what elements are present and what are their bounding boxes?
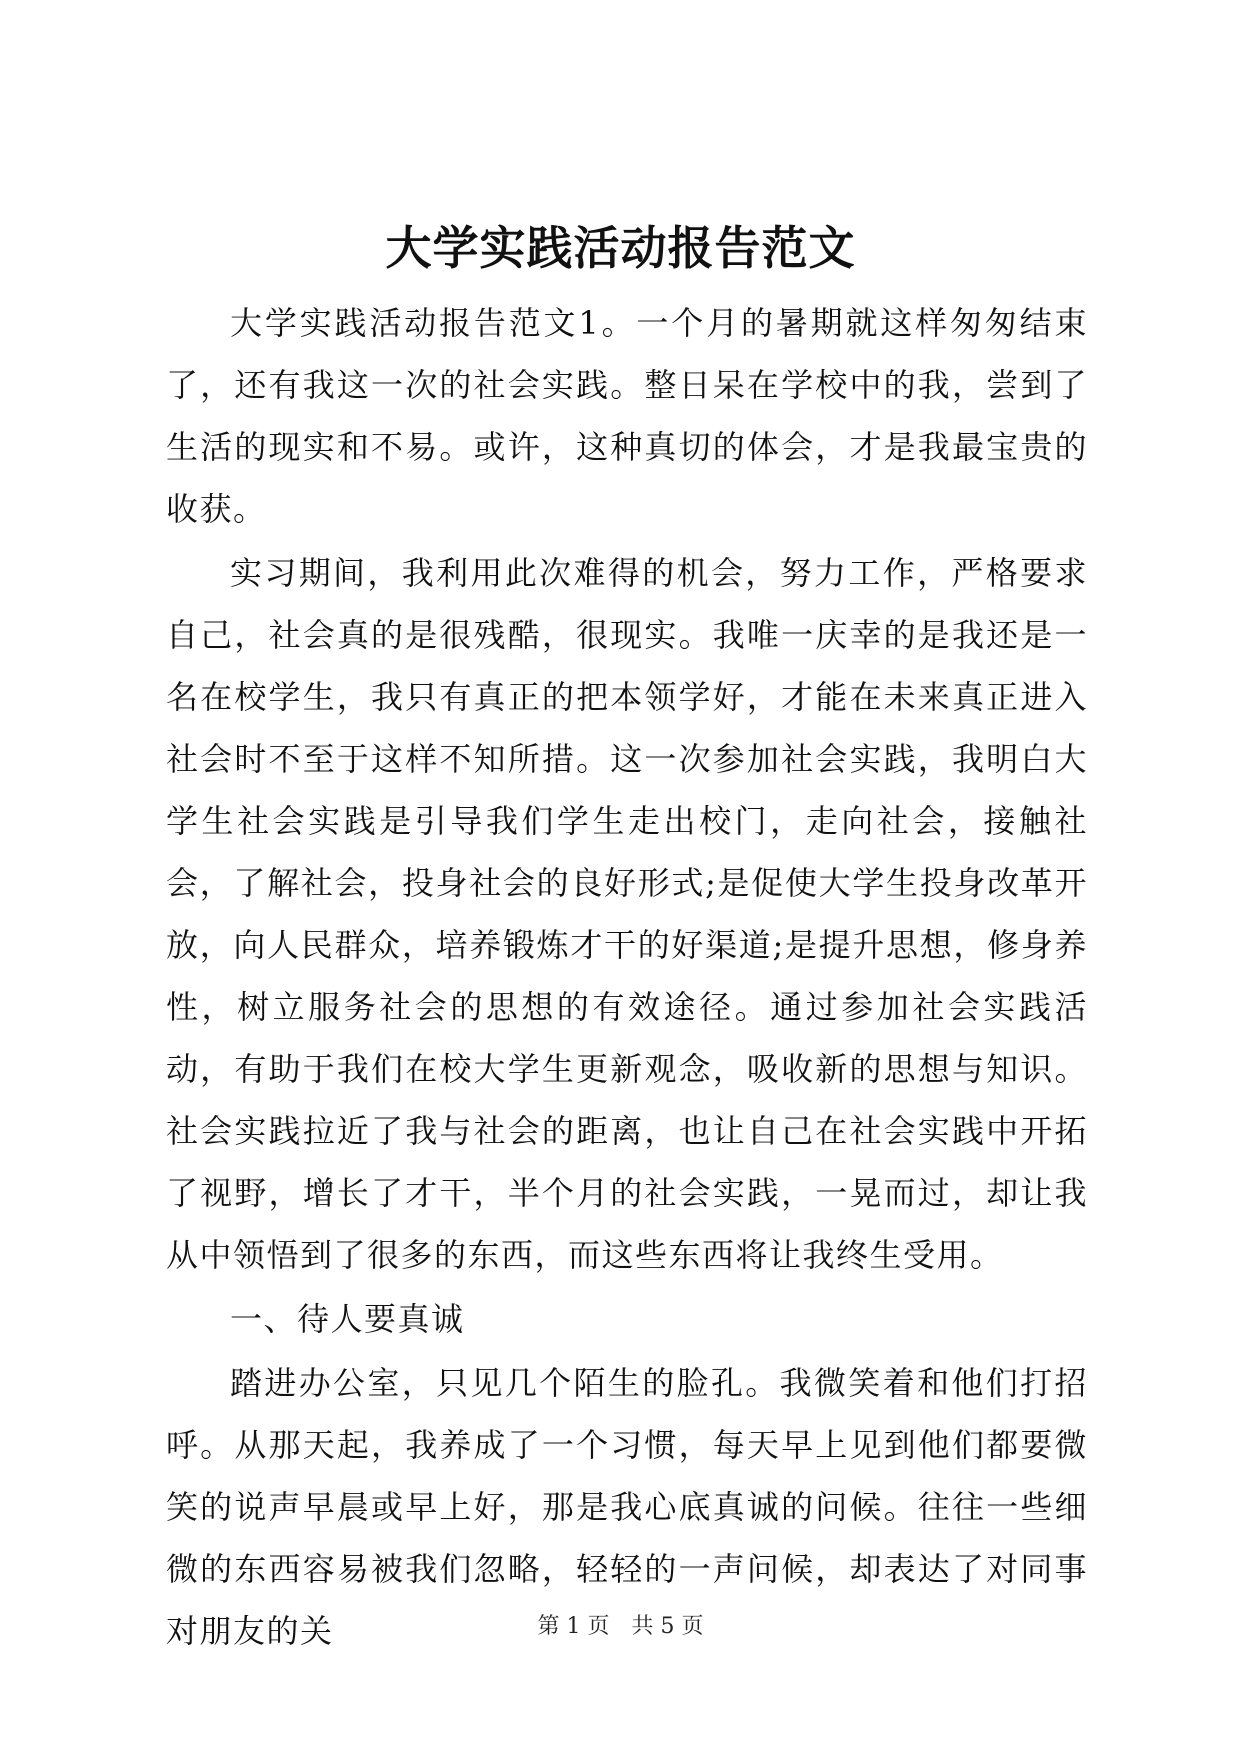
paragraph-internship: 实习期间，我利用此次难得的机会，努力工作，严格要求自己，社会真的是很残酷，很现实。我唯一庆幸的是我还是一名在校学生，我只有真正的把本领学好，才能在未来真正进入社会时不至于这样不知所措。这一次参加社会实践，我明白大学生社会实践是引导我们学生走出校门，走向社会，接触社会，了解社会，投身社会的良好形式;是促使大学生投身改革开放，向人民群众，培养锻炼才干的好渠道;是提升思想，修身养性，树立服务社会的思想的有效途径。通过参加社会实践活动，有助于我们在校大学生更新观念，吸收新的思想与知识。社会实践拉近了我与社会的距离，也让自己在社会实践中开拓了视野，增长了才干，半个月的社会实践，一晃而过，却让我从中领悟到了很多的东西，而这些东西将让我终生受用。 bbox=[166, 554, 1088, 1274]
document-title: 大学实践活动报告范文 bbox=[385, 221, 856, 275]
page-total: 共 5 页 bbox=[631, 1614, 704, 1639]
paragraph-intro: 大学实践活动报告范文1。一个月的暑期就这样匆匆结束了，还有我这一次的社会实践。整日呆在学校中的我，尝到了生活的现实和不易。或许，这种真切的体会，才是我最宝贵的收获。 bbox=[166, 304, 1088, 528]
paragraph-office: 踏进办公室，只见几个陌生的脸孔。我微笑着和他们打招呼。从那天起，我养成了一个习惯，每天早上见到他们都要微笑的说声早晨或早上好，那是我心底真诚的问候。往往一些细微的东西容易被我们忽略，轻轻的一声问候，却表达了对同事对朋友的关 bbox=[166, 1364, 1088, 1650]
page-number: 第 1 页 bbox=[537, 1614, 610, 1639]
section-heading-sincerity: 一、待人要真诚 bbox=[230, 1300, 465, 1338]
document-body bbox=[166, 292, 1088, 1662]
page-footer bbox=[0, 1612, 1241, 1642]
